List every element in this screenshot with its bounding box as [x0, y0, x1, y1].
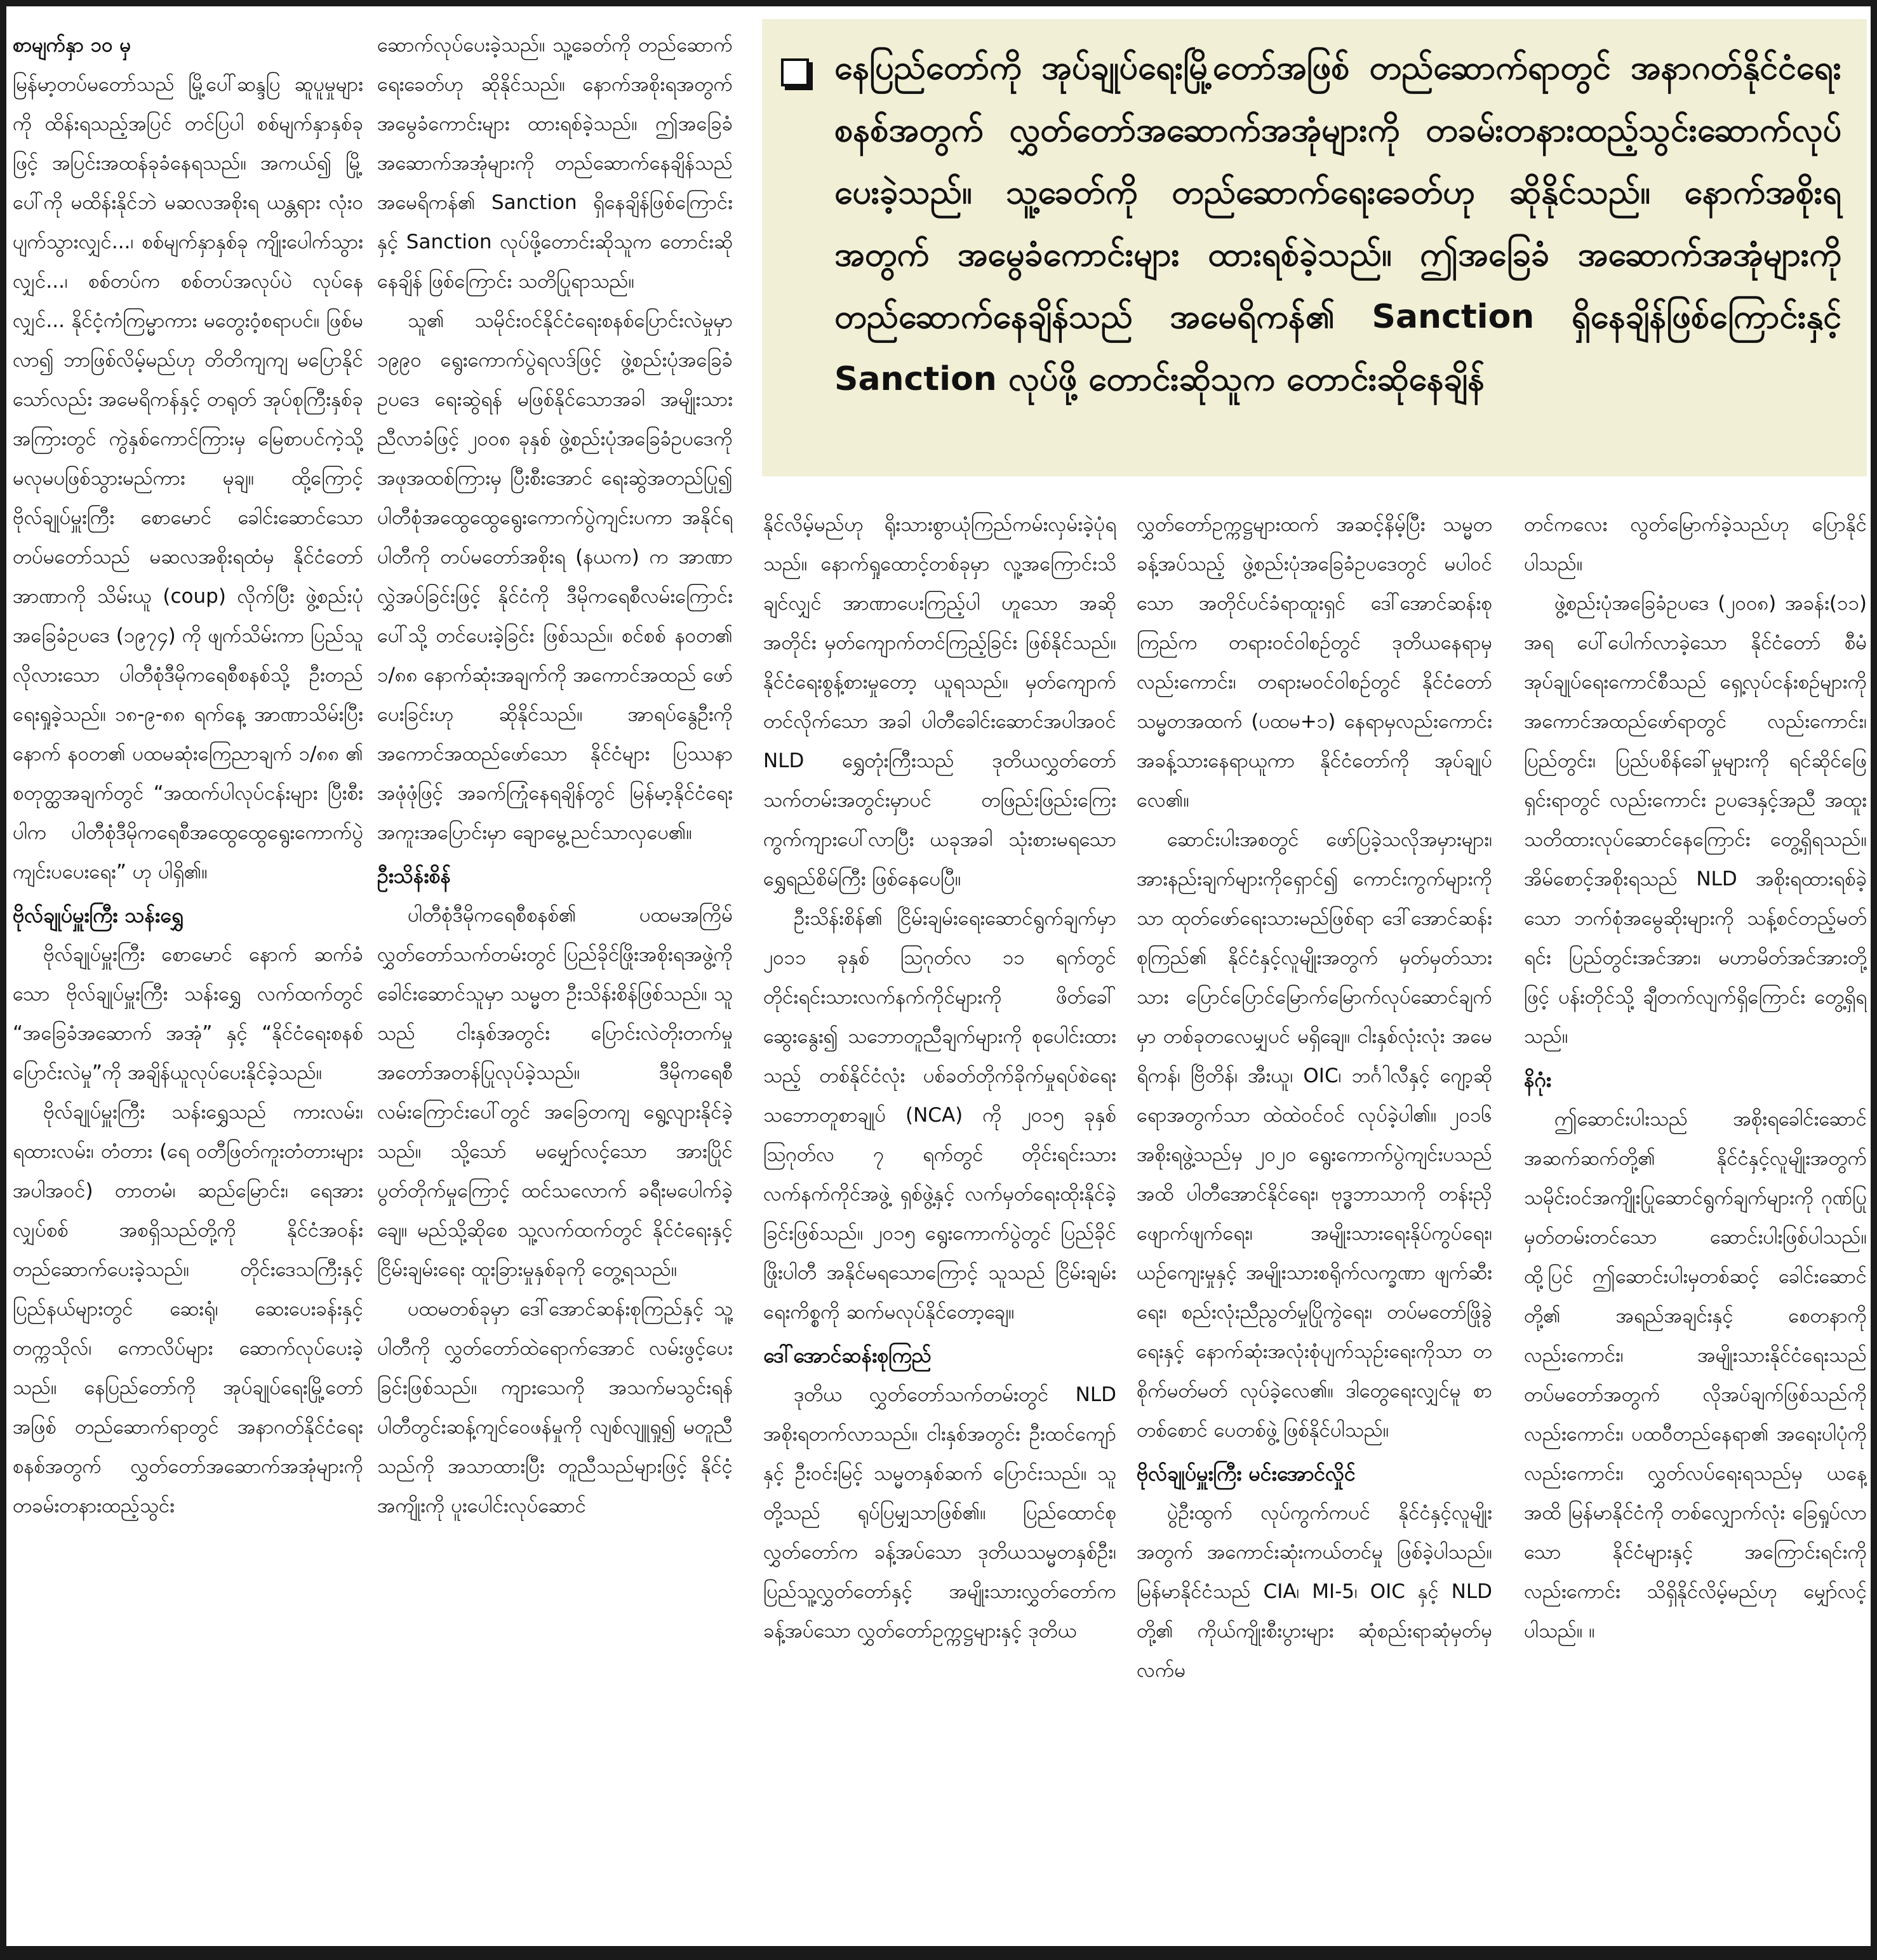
section-heading-min-aung-hlaing: ဗိုလ်ချုပ်မှူးကြီး မင်းအောင်လှိုင်: [1137, 1461, 1356, 1486]
article-column-3: [763, 505, 1116, 1931]
paragraph: သူ၏ သမိုင်းဝင်နိုင်ငံရေးစနစ်ပြောင်းလဲမှုမှာ ၁၉၉၀ ရွေးကောက်ပွဲရလဒ်ဖြင့် ဖွဲ့စည်းပုံအခြေခံဥပဒေ ရေးဆွဲရန် မဖြစ်နိုင်သောအခါ အမျိုးသားညီလာခံဖြင့် ၂၀၀၈ ခုနှစ် ဖွဲ့စည်းပုံအခြေခံဥပဒေကို အဖုအထစ်ကြားမှ ပြီးစီးအောင် ရေးဆွဲအတည်ပြု၍ ပါတီစုံအထွေထွေရွေးကောက်ပွဲကျင်းပကာ အနိုင်ရပါတီကို တပ်မတော်အစိုးရ (နယက) က အာဏာလွှဲအပ်ခြင်းဖြင့် နိုင်ငံကို ဒီမိုကရေစီလမ်းကြောင်းပေါ်သို့ တင်ပေးခဲ့ခြင်း ဖြစ်သည်။ စင်စစ် န၀တ၏ ၁/၈၈ နောက်ဆုံးအချက်ကို အကောင်အထည် ဖော်ပေးခြင်းဟု ဆိုနိုင်သည်။ အာရပ်နွေဦးကို အကောင်အထည်ဖော်သော နိုင်ငံများ ပြဿနာအဖုံဖုံဖြင့် အခက်ကြုံနေရချိန်တွင် မြန်မာ့နိုင်ငံရေး အကူးအပြောင်းမှာ ချောမွေ့ညင်သာလှပေ၏။: [377, 309, 733, 844]
paragraph: ဆောင်းပါးအစတွင် ဖော်ပြခဲ့သလိုအမှားများ၊ အားနည်းချက်များကိုရှောင်၍ ကောင်းကွက်များကိုသာ ထုတ်ဖော်ရေးသားမည်ဖြစ်ရာ ဒေါ်အောင်ဆန်းစုကြည်၏ နိုင်ငံနှင့်လူမျိုးအတွက် မှတ်မှတ်သားသား ပြောင်ပြောင်မြောက်မြောက်လုပ်ဆောင်ချက်မှာ တစ်ခုတလေမျှပင် မရှိချေ။ ငါးနှစ်လုံးလုံး အမေရိကန်၊ ဗြိတိန်၊ အီးယူ၊ OIC၊ ဘင်္ဂါလီနှင့် ဂျော့ဆိုရောအတွက်သာ ထဲထဲဝင်ဝင် လုပ်ခဲ့ပါ၏။ ၂၀၁၆ အစိုးရဖွဲ့သည်မှ ၂၀၂၀ ရွေးကောက်ပွဲကျင်းပသည်အထိ ပါတီအောင်နိုင်ရေး၊ ဗုဒ္ဓဘာသာကို တန်းညှိဖျောက်ဖျက်ရေး၊ အမျိုးသားရေးနိုပ်ကွပ်ရေး၊ ယဉ်ကျေးမှုနှင့် အမျိုးသားစရိုက်လက္ခဏာ ဖျက်ဆီးရေး၊ စည်းလုံးညီညွတ်မှုပြိုကွဲရေး၊ တပ်မတော်ဖြိုခွဲရေးနှင့် နောက်ဆုံးအလုံးစုံပျက်သုဉ်းရေးကိုသာ တစိုက်မတ်မတ် လုပ်ခဲ့လေ၏။ ဒါတွေရေးလျှင်မူ စာတစ်စောင် ပေတစ်ဖွဲ့ ဖြစ်နိုင်ပါသည်။: [1137, 828, 1492, 1442]
paragraph: ပထမတစ်ခုမှာ ဒေါ်အောင်ဆန်းစုကြည်နှင့် သူ့ပါတီကို လွှတ်တော်ထဲရောက်အောင် လမ်းဖွင့်ပေးခြင်းဖြစ်သည်။ ကျားသေကို အသက်မသွင်းရန် ပါတီတွင်းဆန့်ကျင်ဝေဖန်မှုကို လျစ်လျူရှု၍ မတူညီသည်ကို အသာထားပြီး တူညီသည်များဖြင့် နိုင်ငံ့အကျိုးကို ပူးပေါင်းလုပ်ဆောင်: [377, 1298, 733, 1517]
paragraph: တင်ကလေး လွတ်မြောက်ခဲ့သည်ဟု ပြောနိုင်ပါသည်။: [1524, 513, 1867, 575]
paragraph: ဤဆောင်းပါးသည် အစိုးရခေါင်းဆောင်အဆက်ဆက်တို့၏ နိုင်ငံနှင့်လူမျိုးအတွက် သမိုင်းဝင်အကျိုးပြုဆောင်ရွက်ချက်များကို ဂုဏ်ပြုမှတ်တမ်းတင်သော ဆောင်းပါးဖြစ်ပါသည်။ ထို့ပြင် ဤဆောင်းပါးမှတစ်ဆင့် ခေါင်းဆောင်တို့၏ အရည်အချင်းနှင့် စေတနာကိုလည်းကောင်း၊ အမျိုးသားနိုင်ငံရေးသည် တပ်မတော်အတွက် လိုအပ်ချက်ဖြစ်သည်ကိုလည်းကောင်း၊ ပထဝီတည်နေရာ၏ အရေးပါပုံကို လည်းကောင်း၊ လွှတ်လပ်ရေးရသည်မှ ယနေ့အထိ မြန်မာနိုင်ငံကို တစ်လျှောက်လုံး ခြေရှုပ်လာသော နိုင်ငံများနှင့် အကြောင်းရင်းကို လည်းကောင်း သိရှိနိုင်လိမ့်မည်ဟု မျှော်လင့်ပါသည်။ ။: [1524, 1108, 1867, 1642]
paragraph: ပွဲဦးထွက် လုပ်ကွက်ကပင် နိုင်ငံနှင့်လူမျိုးအတွက် အကောင်းဆုံးကယ်တင်မှု ဖြစ်ခဲ့ပါသည်။ မြန်မာနိုင်ငံသည် CIA၊ MI-5၊ OIC နှင့် NLD တို့၏ ကိုယ်ကျိုးစီးပွားများ ဆုံစည်းရာဆုံမှတ်မှ လက်မ: [1137, 1501, 1492, 1682]
pull-quote: [762, 19, 1867, 476]
pull-quote-text: နေပြည်တော်ကို အုပ်ချုပ်ရေးမြို့တော်အဖြစ် တည်ဆောက်ရာတွင် အနာဂတ်နိုင်ငံရေးစနစ်အတွက် လွှတ်တော်အဆောက်အအုံများကို တခမ်းတနားထည့်သွင်းဆောက်လုပ်ပေးခဲ့သည်။ သူ့ခေတ်ကို တည်ဆောက်ရေးခေတ်ဟု ဆိုနိုင်သည်။ နောက်အစိုးရအတွက် အမွေခံကောင်းများ ထားရစ်ခဲ့သည်။ ဤအခြေခံ အဆောက်အအုံများကို တည်ဆောက်နေချိန်သည် အမေရိကန်၏ Sanction ရှိနေချိန်ဖြစ်ကြောင်းနှင့် Sanction လုပ်ဖို့ တောင်းဆိုသူက တောင်းဆိုနေချိန်: [834, 49, 1841, 398]
paragraph: မြန်မာ့တပ်မတော်သည် မြို့ပေါ်ဆန္ဒပြ ဆူပူမှုများကို ထိန်းရသည့်အပြင် တင်ပြပါ စစ်မျက်နှာနှစ်ခုဖြင့် အပြင်းအထန်ခုခံနေရသည်။ အကယ်၍ မြို့ပေါ်ကို မထိန်းနိုင်ဘဲ မဆလအစိုးရ ယန္တရား လုံးဝပျက်သွားလျှင်...၊ စစ်မျက်နှာနှစ်ခု ကျိုးပေါက်သွားလျှင်...၊ စစ်တပ်က စစ်တပ်အလုပ်ပဲ လုပ်နေလျှင်... နိုင်ငံ့ကံကြမ္မာကား မတွေးဝံ့စရာပင်။ ဖြစ်မလာ၍ ဘာဖြစ်လိမ့်မည်ဟု တိတိကျကျ မပြောနိုင်သော်လည်း အမေရိကန်နှင့် တရုတ် အုပ်စုကြီးနှစ်ခု အကြားတွင် ကွဲနှစ်ကောင်ကြားမှ မြေစာပင်ကဲ့သို့ မလုမပဖြစ်သွားမည်ကား မုချ။ ထို့ကြောင့် ဗိုလ်ချုပ်မှူးကြီး စောမောင် ခေါင်းဆောင်သော တပ်မတော်သည် မဆလအစိုးရထံမှ နိုင်ငံတော်အာဏာကို သိမ်းယူ (coup) လိုက်ပြီး ဖွဲ့စည်းပုံအခြေခံဥပဒေ (၁၉၇၄) ကို ဖျက်သိမ်းကာ ပြည်သူလိုလားသော ပါတီစုံဒီမိုကရေစီစနစ်သို့ ဦးတည်ရေးရှုခဲ့သည်။ ၁၈-၉-၈၈ ရက်နေ့ အာဏာသိမ်းပြီးနောက် န၀တ၏ ပထမဆုံးကြေညာချက် ၁/၈၈ ၏ စတုတ္ထအချက်တွင် “အထက်ပါလုပ်ငန်းများ ပြီးစီးပါက ပါတီစုံဒီမိုကရေစီအထွေထွေရွေးကောက်ပွဲကျင်းပပေးရေး” ဟု ပါရှိ၏။: [13, 73, 363, 883]
article-column-1: [13, 25, 363, 1931]
paragraph: ဆောက်လုပ်ပေးခဲ့သည်။ သူ့ခေတ်ကို တည်ဆောက်ရေးခေတ်ဟု ဆိုနိုင်သည်။ နောက်အစိုးရအတွက် အမွေခံကောင်းများ ထားရစ်ခဲ့သည်။ ဤအခြေခံ အဆောက်အအုံများကို တည်ဆောက်နေချိန်သည် အမေရိကန်၏ Sanction ရှိနေချိန်ဖြစ်ကြောင်းနှင့် Sanction လုပ်ဖို့တောင်းဆိုသူက တောင်းဆိုနေချိန် ဖြစ်ကြောင်း သတိပြုရာသည်။: [377, 34, 733, 293]
checkbox-bullet-icon: [781, 58, 809, 86]
section-heading-conclusion: နိဂုံး: [1524, 1068, 1551, 1092]
paragraph: ဦးသိန်းစိန်၏ ငြိမ်းချမ်းရေးဆောင်ရွက်ချက်မှာ ၂၀၁၁ ခုနှစ် ဩဂုတ်လ ၁၁ ရက်တွင် တိုင်းရင်းသားလက်နက်ကိုင်များကို ဖိတ်ခေါ်ဆွေးနွေး၍ သဘောတူညီချက်များကို စုပေါင်းထားသည့် တစ်နိုင်ငံလုံး ပစ်ခတ်တိုက်ခိုက်မှုရပ်စဲရေးသဘောတူစာချုပ် (NCA) ကို ၂၀၁၅ ခုနှစ် ဩဂုတ်လ ၇ ရက်တွင် တိုင်းရင်းသားလက်နက်ကိုင်အဖွဲ့ ရှစ်ဖွဲ့နှင့် လက်မှတ်ရေးထိုးနိုင်ခဲ့ခြင်းဖြစ်သည်။ ၂၀၁၅ ရွေးကောက်ပွဲတွင် ပြည်ခိုင်ဖြိုးပါတီ အနိုင်မရသောကြောင့် သူသည် ငြိမ်းချမ်းရေးကိစ္စကို ဆက်မလုပ်နိုင်တော့ချေ။: [763, 907, 1116, 1324]
paragraph: ဗိုလ်ချုပ်မှူးကြီး သန်းရွှေသည် ကားလမ်း၊ ရထားလမ်း၊ တံတား (ရေ ၀တီဖြတ်ကူးတံတားများ အပါအဝင်) တာတမံ၊ ဆည်မြောင်း၊ ရေအားလျှပ်စစ် အစရှိသည်တို့ကို နိုင်ငံအဝန်း တည်ဆောက်ပေးခဲ့သည်။ တိုင်းဒေသကြီးနှင့် ပြည်နယ်များတွင် ဆေးရုံ၊ ဆေးပေးခန်းနှင့် တက္ကသိုလ်၊ ကောလိပ်များ ဆောက်လုပ်ပေးခဲ့သည်။ နေပြည်တော်ကို အုပ်ချုပ်ရေးမြို့တော်အဖြစ် တည်ဆောက်ရာတွင် အနာဂတ်နိုင်ငံရေးစနစ်အတွက် လွှတ်တော်အဆောက်အအုံများကို တခမ်းတနားထည့်သွင်း: [13, 1101, 363, 1517]
paragraph: ဒုတိယ လွှတ်တော်သက်တမ်းတွင် NLD အစိုးရတက်လာသည်။ ငါးနှစ်အတွင်း ဦးထင်ကျော်နှင့် ဦးဝင်းမြင့် သမ္မတနှစ်ဆက် ပြောင်းသည်။ သူတို့သည် ရုပ်ပြမျှသာဖြစ်၏။ ပြည်ထောင်စုလွှတ်တော်က ခန့်အပ်သော ဒုတိယသမ္မတနှစ်ဦး၊ ပြည်သူ့လွှတ်တော်နှင့် အမျိုးသားလွှတ်တော်က ခန့်အပ်သော လွှတ်တော်ဥက္ကဋ္ဌများနှင့် ဒုတိယ: [763, 1383, 1116, 1642]
paragraph: ဖွဲ့စည်းပုံအခြေခံဥပဒေ (၂၀၀၈) အခန်း(၁၁) အရ ပေါ်ပေါက်လာခဲ့သော နိုင်ငံတော် စီမံအုပ်ချုပ်ရေးကောင်စီသည် ရှေ့လုပ်ငန်းစဉ်များကို အကောင်အထည်ဖော်ရာတွင် လည်းကောင်း၊ ပြည်တွင်း၊ ပြည်ပစိန်ခေါ်မှုများကို ရင်ဆိုင်ဖြေရှင်းရာတွင် လည်းကောင်း ဥပဒေနှင့်အညီ အထူးသတိထားလုပ်ဆောင်နေကြောင်း တွေ့ရှိရသည်။ အိမ်စောင့်အစိုးရသည် NLD အစိုးရထားရစ်ခဲ့သော ဘက်စုံအမွေဆိုးများကို သန့်စင်တည့်မတ်ရင်း ပြည်တွင်းအင်အား၊ မဟာမိတ်အင်အားတို့ဖြင့် ပန်းတိုင်သို့ ချီတက်လျက်ရှိကြောင်း တွေ့ရှိရသည်။: [1524, 592, 1867, 1048]
section-heading-than-shwe: ဗိုလ်ချုပ်မှူးကြီး သန်းရွှေ: [13, 903, 184, 927]
continued-from-label: စာမျက်နှာ ၁၀ မှ: [13, 34, 131, 57]
section-heading-thein-sein: ဦးသိန်းစိန်: [377, 864, 451, 888]
section-heading-aung-san-suu-kyi: ဒေါ်အောင်ဆန်းစုကြည်: [763, 1343, 932, 1367]
paragraph: လွှတ်တော်ဥက္ကဋ္ဌများထက် အဆင့်နိမ့်ပြီး သမ္မတခန့်အပ်သည့် ဖွဲ့စည်းပုံအခြေခံဥပဒေတွင် မပါဝင်သော အတိုင်ပင်ခံရာထူးရှင် ဒေါ်အောင်ဆန်းစုကြည်က တရားဝင်ဝါစဉ်တွင် ဒုတိယနေရာမှ လည်းကောင်း၊ တရားမဝင်ဝါစဉ်တွင် နိုင်ငံတော်သမ္မတအထက် (ပထမ+၁) နေရာမှလည်းကောင်း အခန့်သားနေရာယူကာ နိုင်ငံတော်ကို အုပ်ချုပ်လေ၏။: [1137, 513, 1492, 812]
paragraph: ပါတီစုံဒီမိုကရေစီစနစ်၏ ပထမအကြိမ် လွှတ်တော်သက်တမ်းတွင် ပြည်ခိုင်ဖြိုးအစိုးရအဖွဲ့ကို ခေါင်းဆောင်သူမှာ သမ္မတ ဦးသိန်းစိန်ဖြစ်သည်။ သူသည် ငါးနှစ်အတွင်း ပြောင်းလဲတိုးတက်မှုအတော်အတန်ပြုလုပ်ခဲ့သည်။ ဒီမိုကရေစီလမ်းကြောင်းပေါ်တွင် အခြေတကျ ရွေ့လျားနိုင်ခဲ့သည်။ သို့သော် မမျှော်လင့်သော အားပြိုင်ပွတ်တိုက်မှုကြောင့် ထင်သလောက် ခရီးမပေါက်ခဲ့ချေ။ မည်သို့ဆိုစေ သူ့လက်ထက်တွင် နိုင်ငံရေးနှင့် ငြိမ်းချမ်းရေး ထူးခြားမှုနှစ်ခုကို တွေ့ရသည်။: [377, 904, 733, 1281]
article-column-5: [1524, 505, 1867, 1931]
paragraph: နိုင်လိမ့်မည်ဟု ရိုးသားစွာယုံကြည်ကမ်းလှမ်းခဲ့ပုံရသည်။ နောက်ရှုထောင့်တစ်ခုမှာ လူ့အကြောင်းသိချင်လျှင် အာဏာပေးကြည့်ပါ ဟူသော အဆိုအတိုင်း မှတ်ကျောက်တင်ကြည့်ခြင်း ဖြစ်နိုင်သည်။ နိုင်ငံရေးစွန့်စားမှုတော့ ယူရသည်။ မှတ်ကျောက်တင်လိုက်သော အခါ ပါတီခေါင်းဆောင်အပါအဝင် NLD ရွှေတုံးကြီးသည် ဒုတိယလွှတ်တော်သက်တမ်းအတွင်းမှာပင် တဖြည်းဖြည်းကြေးကွက်ကျားပေါ်လာပြီး ယခုအခါ သုံးစားမရသော ရွှေရည်စိမ်ကြီး ဖြစ်နေပေပြီ။: [763, 513, 1116, 890]
article-column-4: [1137, 505, 1492, 1931]
paragraph: ဗိုလ်ချုပ်မှူးကြီး စောမောင် နောက် ဆက်ခံသော ဗိုလ်ချုပ်မှူးကြီး သန်းရွှေ လက်ထက်တွင် “အခြေခံအဆောက် အအုံ” နှင့် “နိုင်ငံရေးစနစ်ပြောင်းလဲမှု”ကို အချိန်ယူလုပ်ပေးနိုင်ခဲ့သည်။: [13, 943, 363, 1084]
article-column-2: [377, 25, 733, 1931]
